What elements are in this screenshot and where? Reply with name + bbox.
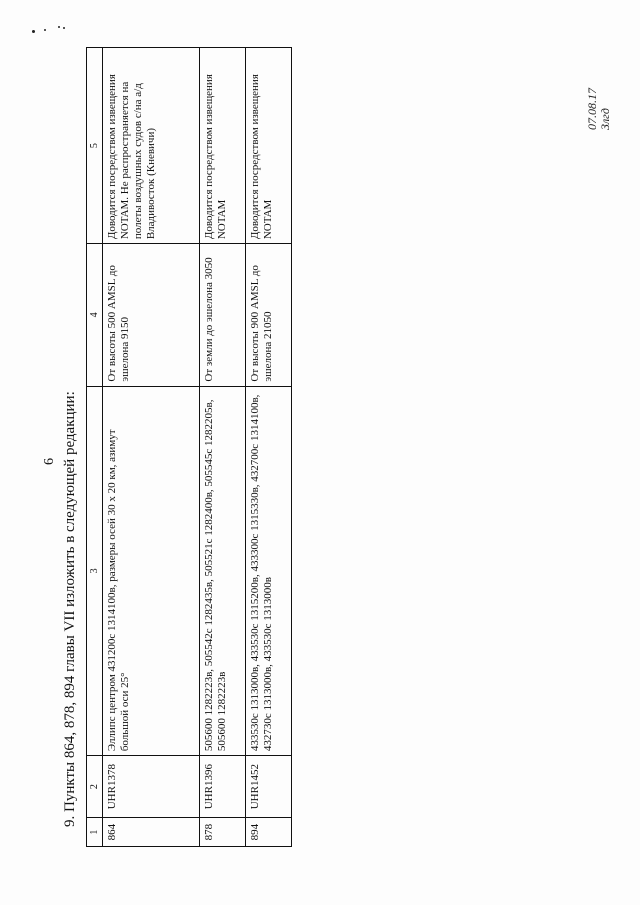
note-cell: Доводится посредством извещения NOTAM xyxy=(246,48,292,244)
annotation-date: 07.08.17 xyxy=(585,88,599,130)
zone-description-cell: Эллипс центром 431200с 1314100в, размеры осей 30 x 20 км, азимут большой оси 25° xyxy=(103,386,200,756)
page-number: 6 xyxy=(42,458,57,465)
table-row xyxy=(246,48,292,847)
zone-code-cell: UHR1378 xyxy=(103,756,200,818)
altitude-cell: От высоты 500 AMSL до эшелона 9150 xyxy=(103,244,200,386)
row-number-cell: 878 xyxy=(200,818,246,847)
row-number-cell: 894 xyxy=(246,818,292,847)
zone-description-cell: 433530с 1313000в, 433530с 1315200в, 433300с 1315330в, 432700с 1314100в, 432730с 1313000в, 433530с 1313000в xyxy=(246,386,292,756)
column-header: 5 xyxy=(87,48,103,244)
altitude-cell: От земли до эшелона 3050 xyxy=(200,244,246,386)
column-header: 1 xyxy=(87,818,103,847)
zone-description-cell: 505600 1282223в, 505542с 1282435в, 505521с 1282400в, 505545с 1282205в, 505600 1282223в xyxy=(200,386,246,756)
table-row xyxy=(200,48,246,847)
zone-code-cell: UHR1452 xyxy=(246,756,292,818)
annotation-signature: Злгд xyxy=(598,108,612,130)
section-heading: 9. Пункты 864, 878, 894 главы VII изложить в следующей редакции: xyxy=(62,391,78,827)
note-cell: Доводится посредством извещения NOTAM. Не распространяется на полеты воздушных судов с/на а/д Владивосток (Кневичи) xyxy=(103,48,200,244)
column-header: 2 xyxy=(87,756,103,818)
row-number-cell: 864 xyxy=(103,818,200,847)
zone-code-cell: UHR1396 xyxy=(200,756,246,818)
column-header: 3 xyxy=(87,386,103,756)
table-header-row xyxy=(87,48,103,847)
airspace-table xyxy=(86,47,292,847)
handwritten-annotation xyxy=(586,88,612,130)
column-header: 4 xyxy=(87,244,103,386)
table-row xyxy=(103,48,200,847)
note-cell: Доводится посредством извещения NOTAM xyxy=(200,48,246,244)
altitude-cell: От высоты 900 AMSL до эшелона 21050 xyxy=(246,244,292,386)
